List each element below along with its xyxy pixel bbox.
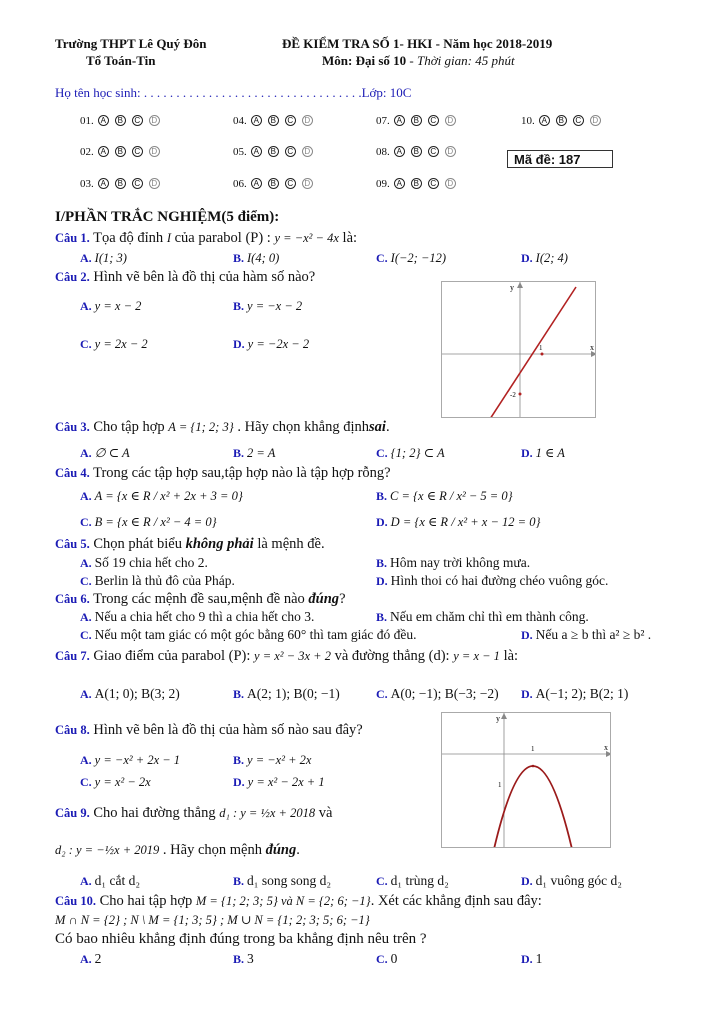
answer-number: 07.: [376, 114, 390, 127]
answer-bubble-c[interactable]: C: [285, 146, 296, 157]
question-7: [55, 648, 518, 665]
question-text: là mệnh đề.: [257, 536, 325, 552]
parabola-curve: [494, 766, 572, 848]
answer-bubble-b[interactable]: B: [556, 115, 567, 126]
option-b[interactable]: B. d₁ song song d₂: [233, 873, 332, 888]
answer-number: 04.: [233, 114, 247, 127]
answer-bubble-c[interactable]: C: [428, 146, 439, 157]
question-text: Cho tập hợp: [93, 419, 165, 435]
option-d[interactable]: D. y = x² − 2x + 1: [233, 775, 325, 789]
answer-bubble-a[interactable]: A: [251, 146, 262, 157]
question-text: và đường thẳng (d):: [334, 648, 450, 664]
answer-bubble-b[interactable]: B: [268, 115, 279, 126]
question-number: Câu 5.: [55, 537, 90, 551]
option-d[interactable]: D. 1: [521, 951, 543, 966]
exam-code: Mã đề: 187: [507, 150, 613, 168]
emphasis: sai: [369, 419, 386, 435]
option-b[interactable]: B. C = {x ∈ R / x² − 5 = 0}: [376, 489, 513, 503]
y-intercept-point: [519, 393, 522, 396]
answer-row: [521, 113, 607, 129]
y-arrow-icon: [517, 282, 523, 288]
question-text: Hình vẽ bên là đồ thị của hàm số nào sau đây?: [93, 722, 363, 738]
question-10: [55, 893, 542, 910]
question-text: Tọa độ đỉnh: [93, 230, 164, 246]
answer-bubble-c[interactable]: C: [285, 178, 296, 189]
y-label: y: [496, 714, 500, 723]
option-c[interactable]: C. Nếu một tam giác có một góc bằng 60° thì tam giác đó đều.: [80, 627, 417, 642]
option-b[interactable]: B. I(4; 0): [233, 251, 280, 265]
question-text: Trong các mệnh đề sau,mệnh đề nào: [93, 591, 305, 607]
option-a[interactable]: A. d₁ cắt d₂: [80, 873, 141, 888]
option-d[interactable]: D. A(−1; 2); B(2; 1): [521, 686, 629, 701]
department: Tổ Toán-Tin: [86, 53, 156, 68]
answer-bubble-c[interactable]: C: [132, 146, 143, 157]
option-a[interactable]: A. y = x − 2: [80, 299, 142, 313]
option-b[interactable]: B. y = −x − 2: [233, 299, 303, 313]
answer-row: [80, 144, 166, 160]
question-text: của parabol (P) :: [174, 230, 271, 246]
answer-row: [376, 144, 462, 160]
x-intercept-point: [541, 353, 544, 356]
y-arrow-icon: [501, 713, 507, 719]
answer-bubble-c[interactable]: C: [573, 115, 584, 126]
equation: y = −x² − 4x: [274, 231, 339, 245]
option-c[interactable]: C. A(0; −1); B(−3; −2): [376, 686, 499, 701]
question-text: Cho hai đường thẳng: [93, 805, 216, 821]
question-5: [55, 536, 325, 553]
question-4: [55, 465, 391, 482]
option-c[interactable]: C. y = x² − 2x: [80, 775, 151, 789]
answer-number: 02.: [80, 145, 94, 158]
vertex-point: [532, 765, 535, 768]
option-a[interactable]: A. I(1; 3): [80, 251, 127, 265]
answer-bubble-d[interactable]: D: [302, 115, 313, 126]
question-text: Hình vẽ bên là đồ thị của hàm số nào?: [93, 269, 316, 285]
question-text: Cho hai tập hợp: [99, 893, 193, 909]
answer-number: 08.: [376, 145, 390, 158]
question-number: Câu 9.: [55, 806, 90, 820]
answer-bubble-b[interactable]: B: [411, 115, 422, 126]
school-name: Trường THPT Lê Quý Đôn: [55, 36, 207, 51]
question-text: Giao điểm của parabol (P):: [93, 648, 251, 664]
answer-bubble-c[interactable]: C: [285, 115, 296, 126]
answer-bubble-c[interactable]: C: [132, 115, 143, 126]
option-d[interactable]: D. D = {x ∈ R / x² + x − 12 = 0}: [376, 515, 541, 529]
answer-number: 10.: [521, 114, 535, 127]
option-d[interactable]: D. d₁ vuông góc d₂: [521, 873, 622, 888]
question-text: Chọn phát biểu: [93, 536, 182, 552]
option-a[interactable]: A. Nếu a chia hết cho 9 thì a chia hết cho 3.: [80, 609, 315, 624]
question-text: là:: [342, 230, 358, 246]
question-number: Câu 8.: [55, 723, 90, 737]
option-d[interactable]: D. y = −2x − 2: [233, 337, 310, 351]
tick-y: 1: [498, 781, 502, 789]
option-a[interactable]: A. ∅ ⊂ A: [80, 446, 130, 460]
answer-bubble-a[interactable]: A: [98, 115, 109, 126]
question-number: Câu 1.: [55, 231, 90, 245]
question-text: . Hãy chọn khẳng định: [237, 419, 370, 435]
question-number: Câu 7.: [55, 649, 90, 663]
answer-bubble-d[interactable]: D: [302, 146, 313, 157]
answer-bubble-b[interactable]: B: [115, 146, 126, 157]
emphasis: đúng: [265, 842, 297, 858]
option-b[interactable]: B. Nếu em chăm chỉ thì em thành công.: [376, 609, 589, 624]
x-label: x: [590, 343, 594, 352]
question-number: Câu 6.: [55, 592, 90, 606]
answer-row: [376, 176, 462, 192]
answer-bubble-d[interactable]: D: [149, 178, 160, 189]
question-text: Trong các tập hợp sau,tập hợp nào là tập hợp rỗng?: [93, 465, 391, 481]
x-label: x: [604, 743, 608, 752]
answer-bubble-b[interactable]: B: [268, 146, 279, 157]
option-c[interactable]: C. {1; 2} ⊂ A: [376, 446, 445, 460]
option-a[interactable]: A. y = −x² + 2x − 1: [80, 753, 181, 767]
exam-title: ĐỀ KIỂM TRA SỐ 1- HKI - Năm học 2018-2019: [282, 36, 553, 51]
option-b[interactable]: B. y = −x² + 2x: [233, 753, 312, 767]
question-3: Câu 3. Cho tập hợp A = {1; 2; 3} . Hãy chọn khẳng địnhsai.: [55, 419, 390, 435]
answer-bubble-b[interactable]: B: [268, 178, 279, 189]
question-number: Câu 10.: [55, 894, 96, 908]
option-a[interactable]: A. A = {x ∈ R / x² + 2x + 3 = 0}: [80, 489, 243, 503]
answer-number: 01.: [80, 114, 94, 127]
tick-x: 1: [531, 745, 535, 753]
answer-row: [233, 176, 319, 192]
emphasis: không phải: [185, 536, 254, 552]
parabola-equation: y = x² − 3x + 2: [254, 649, 331, 663]
vertex-symbol: I: [166, 231, 171, 245]
answer-bubble-a[interactable]: A: [394, 115, 405, 126]
option-a[interactable]: A. Số 19 chia hết cho 2.: [80, 555, 208, 570]
answer-bubble-d[interactable]: D: [302, 178, 313, 189]
question-2: [55, 269, 315, 286]
line-equation: y = x − 1: [453, 649, 500, 663]
claims: M ∩ N = {2} ; N \ M = {1; 3; 5} ; M ∪ N = {1; 2; 3; 5; 6; −1}: [55, 913, 370, 927]
question-text: . Hãy chọn mệnh: [162, 842, 262, 858]
line-d2: d₂ : y = −½x + 2019: [55, 843, 160, 857]
answer-bubble-b[interactable]: B: [115, 178, 126, 189]
option-b[interactable]: B. A(2; 1); B(0; −1): [233, 686, 340, 701]
answer-bubble-a[interactable]: A: [394, 178, 405, 189]
answer-bubble-b[interactable]: B: [411, 178, 422, 189]
question-9-cont: d₂ : y = −½x + 2019 . Hãy chọn mệnh đúng.: [55, 842, 300, 858]
line-d1: d₁ : y = ½x + 2018: [219, 806, 316, 820]
answer-number: 06.: [233, 177, 247, 190]
answer-bubble-d[interactable]: D: [149, 115, 160, 126]
question-1: [55, 230, 357, 247]
answer-bubble-b[interactable]: B: [115, 115, 126, 126]
subject-line: [322, 53, 515, 69]
answer-bubble-c[interactable]: C: [428, 115, 439, 126]
option-b[interactable]: B. 3: [233, 951, 254, 966]
tick-x: 1: [539, 344, 543, 352]
question-6: Câu 6. Trong các mệnh đề sau,mệnh đề nào đúng?: [55, 591, 346, 607]
option-c[interactable]: C. I(−2; −12): [376, 251, 447, 265]
question-10-question: Có bao nhiêu khẳng định đúng trong ba khẳng định nêu trên ?: [55, 931, 427, 947]
option-a[interactable]: A. A(1; 0); B(3; 2): [80, 686, 180, 701]
y-label: y: [510, 283, 514, 292]
answer-bubble-d[interactable]: D: [445, 115, 456, 126]
emphasis: đúng: [308, 591, 340, 607]
line-graph: [441, 281, 596, 418]
answer-number: 05.: [233, 145, 247, 158]
answer-bubble-d[interactable]: D: [149, 146, 160, 157]
option-a[interactable]: A. 2: [80, 951, 102, 966]
answer-row: [233, 113, 319, 129]
answer-bubble-a[interactable]: A: [251, 115, 262, 126]
subject: Môn: Đại số 10: [322, 53, 407, 68]
question-number: Câu 3.: [55, 420, 90, 434]
answer-bubble-a[interactable]: A: [539, 115, 550, 126]
option-c[interactable]: C. B = {x ∈ R / x² − 4 = 0}: [80, 515, 217, 529]
answer-bubble-b[interactable]: B: [411, 146, 422, 157]
option-c[interactable]: C. y = 2x − 2: [80, 337, 148, 351]
sets: M = {1; 2; 3; 5} và N = {2; 6; −1}: [195, 894, 371, 908]
option-c[interactable]: C. 0: [376, 951, 398, 966]
question-number: Câu 2.: [55, 270, 90, 284]
time-limit: - Thời gian: 45 phút: [409, 53, 515, 68]
answer-bubble-c[interactable]: C: [132, 178, 143, 189]
question-number: Câu 4.: [55, 466, 90, 480]
answer-bubble-d[interactable]: D: [445, 178, 456, 189]
question-text: . Xét các khẳng định sau đây:: [370, 893, 542, 909]
option-c[interactable]: C. d₁ trùng d₂: [376, 873, 449, 888]
answer-bubble-c[interactable]: C: [428, 178, 439, 189]
option-d[interactable]: D. Nếu a ≥ b thì a² ≥ b² .: [521, 627, 652, 642]
question-text: là:: [503, 648, 519, 664]
answer-row: [80, 113, 166, 129]
section-title: I/PHẦN TRẮC NGHIỆM(5 điểm):: [55, 209, 280, 225]
student-line: Họ tên học sinh: . . . . . . . . . . . . . . . . . . . . . . . . . . . . . . . . . .Lớp: 10C: [55, 85, 412, 100]
answer-bubble-d[interactable]: D: [590, 115, 601, 126]
answer-bubble-d[interactable]: D: [445, 146, 456, 157]
graph-line: [490, 287, 576, 418]
answer-bubble-a[interactable]: A: [98, 146, 109, 157]
parabola-graph: [441, 712, 611, 848]
answer-row: [376, 113, 462, 129]
option-d[interactable]: D. 1 ∈ A: [521, 446, 565, 460]
question-9: [55, 805, 332, 822]
option-b[interactable]: B. 2 = A: [233, 446, 276, 460]
set: A = {1; 2; 3}: [168, 420, 234, 434]
option-d[interactable]: D. I(2; 4): [521, 251, 568, 265]
answer-row: [233, 144, 319, 160]
answer-number: 03.: [80, 177, 94, 190]
option-b[interactable]: B. Hôm nay trời không mưa.: [376, 555, 531, 570]
option-c[interactable]: C. Berlin là thủ đô của Pháp.: [80, 573, 235, 588]
answer-bubble-a[interactable]: A: [394, 146, 405, 157]
tick-y: -2: [510, 391, 516, 399]
answer-bubble-a[interactable]: A: [251, 178, 262, 189]
question-8: [55, 722, 363, 739]
answer-bubble-a[interactable]: A: [98, 178, 109, 189]
question-text: và: [318, 805, 333, 821]
answer-number: 09.: [376, 177, 390, 190]
option-d[interactable]: D. Hình thoi có hai đường chéo vuông góc.: [376, 573, 609, 588]
answer-row: [80, 176, 166, 192]
